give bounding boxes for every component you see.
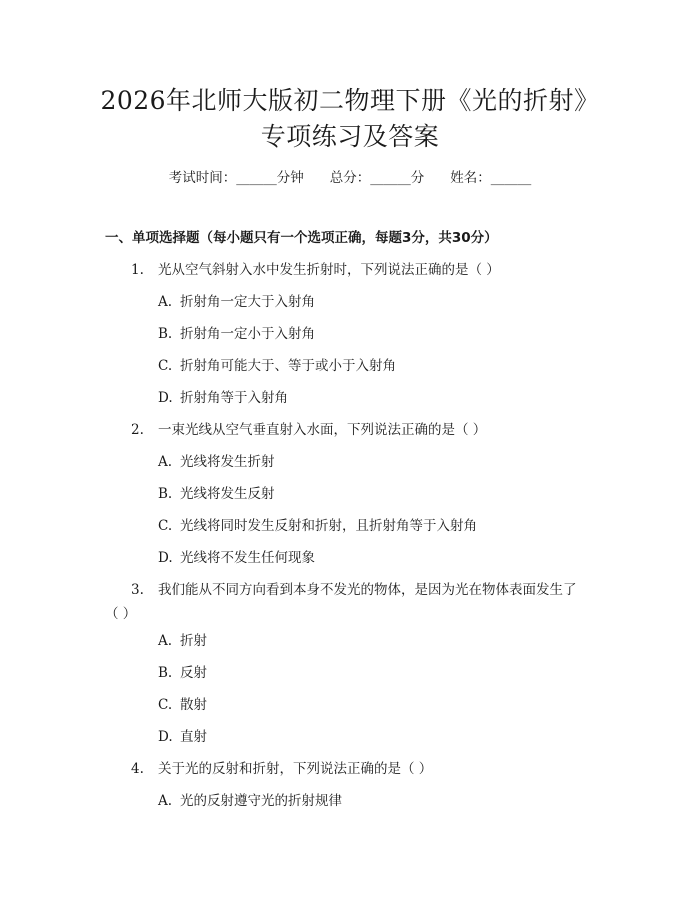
question-1-option-d — [158, 389, 288, 407]
total-score-label: 总分：______分 — [329, 170, 425, 186]
question-3-option-d — [158, 728, 207, 746]
option-letter: A. — [158, 454, 173, 470]
option-text: 光线将不发生任何现象 — [180, 550, 315, 566]
option-text: 折射角一定大于入射角 — [180, 294, 315, 310]
question-1-option-b — [158, 325, 315, 343]
question-2-option-c — [158, 517, 477, 535]
question-number: 2. — [131, 422, 144, 438]
option-letter: D. — [158, 550, 173, 566]
student-name-label: 姓名：______ — [450, 170, 532, 186]
question-3-continuation: （ ） — [105, 606, 137, 622]
option-letter: B. — [158, 326, 173, 342]
document-title-line1: 2026年北师大版初二物理下册《光的折射》 — [100, 86, 600, 115]
exam-meta — [0, 169, 700, 187]
option-text: 折射角等于入射角 — [180, 390, 288, 406]
question-number: 1. — [131, 262, 144, 278]
question-2-option-d — [158, 549, 315, 567]
question-2-option-a — [158, 453, 275, 471]
option-letter: D. — [158, 390, 173, 406]
question-3-option-a — [158, 632, 207, 650]
option-letter: A. — [158, 294, 173, 310]
option-letter: D. — [158, 729, 173, 745]
question-1-option-a — [158, 293, 315, 311]
option-text: 折射 — [180, 633, 207, 649]
question-text: 一束光线从空气垂直射入水面，下列说法正确的是（ ） — [158, 422, 487, 438]
question-text: 光从空气斜射入水中发生折射时，下列说法正确的是（ ） — [158, 262, 500, 278]
option-letter: A. — [158, 633, 173, 649]
option-text: 光线将同时发生反射和折射，且折射角等于入射角 — [180, 518, 477, 534]
question-2-option-b — [158, 485, 275, 503]
question-1-option-c — [158, 357, 396, 375]
option-letter: B. — [158, 486, 173, 502]
option-text: 折射角可能大于、等于或小于入射角 — [180, 358, 396, 374]
option-letter: B. — [158, 665, 173, 681]
question-4-option-a — [158, 792, 342, 810]
option-text: 折射角一定小于入射角 — [180, 326, 315, 342]
option-letter: C. — [158, 518, 173, 534]
question-number: 4. — [131, 761, 144, 777]
option-letter: C. — [158, 358, 173, 374]
option-text: 散射 — [180, 697, 207, 713]
option-text: 光的反射遵守光的折射规律 — [180, 793, 342, 809]
option-letter: A. — [158, 793, 173, 809]
document-title-line2: 专项练习及答案 — [260, 122, 440, 151]
section-heading: 一、单项选择题（每小题只有一个选项正确，每题3分，共30分） — [105, 230, 498, 246]
exam-time-label: 考试时间：______分钟 — [168, 170, 304, 186]
option-text: 直射 — [180, 729, 207, 745]
option-text: 光线将发生折射 — [180, 454, 275, 470]
question-text: 我们能从不同方向看到本身不发光的物体，是因为光在物体表面发生了 — [158, 582, 577, 598]
question-3-option-b — [158, 664, 207, 682]
question-3-option-c — [158, 696, 207, 714]
option-letter: C. — [158, 697, 173, 713]
option-text: 反射 — [180, 665, 207, 681]
question-text: 关于光的反射和折射，下列说法正确的是（ ） — [158, 761, 433, 777]
question-number: 3. — [131, 582, 144, 598]
option-text: 光线将发生反射 — [180, 486, 275, 502]
